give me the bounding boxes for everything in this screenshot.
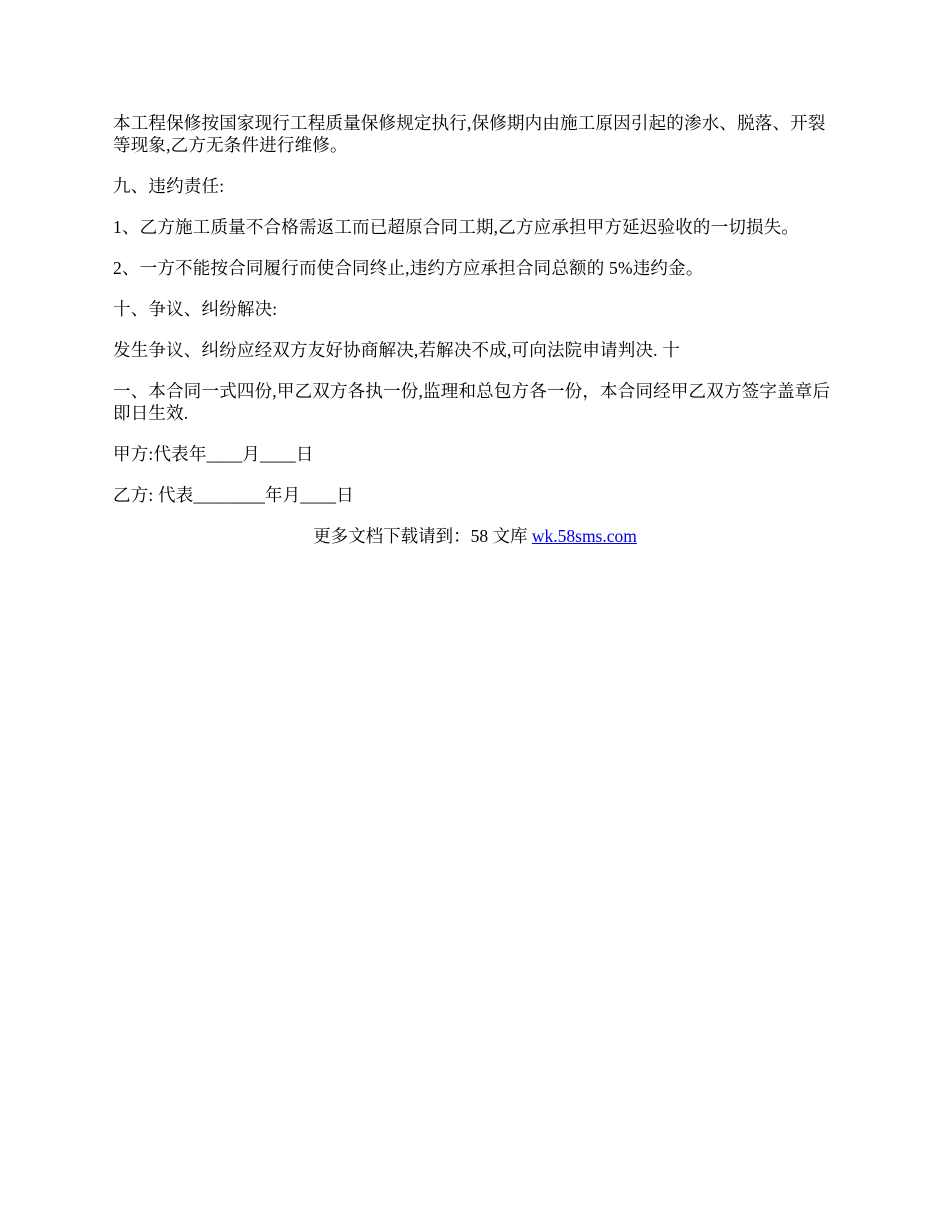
download-footer xyxy=(0,525,950,547)
heading-dispute-resolution: 十、争议、纠纷解决: xyxy=(113,299,278,319)
footer-text: 更多文档下载请到：58 文库 xyxy=(313,526,532,546)
paragraph-warranty: 本工程保修按国家现行工程质量保修规定执行,保修期内由施工原因引起的渗水、脱落、开裂等现象,乙方无条件进行维修。 xyxy=(113,113,826,155)
paragraph-dispute: 发生争议、纠纷应经双方友好协商解决,若解决不成,可向法院申请判决. 十 xyxy=(113,340,680,360)
footer-link[interactable]: wk.58sms.com xyxy=(531,526,637,546)
document-body xyxy=(113,112,833,547)
signature-party-b: 乙方: 代表________年月____日 xyxy=(113,485,354,505)
signature-party-a: 甲方:代表年____月____日 xyxy=(113,444,314,464)
paragraph-breach-2: 2、一方不能按合同履行而使合同终止,违约方应承担合同总额的 5%违约金。 xyxy=(113,258,704,278)
heading-breach-liability: 九、违约责任: xyxy=(113,176,225,196)
paragraph-contract-copies: 一、本合同一式四份,甲乙双方各执一份,监理和总包方各一份，本合同经甲乙双方签字盖章后即日生效. xyxy=(113,381,831,423)
paragraph-breach-1: 1、乙方施工质量不合格需返工而已超原合同工期,乙方应承担甲方延迟验收的一切损失。 xyxy=(113,217,800,237)
